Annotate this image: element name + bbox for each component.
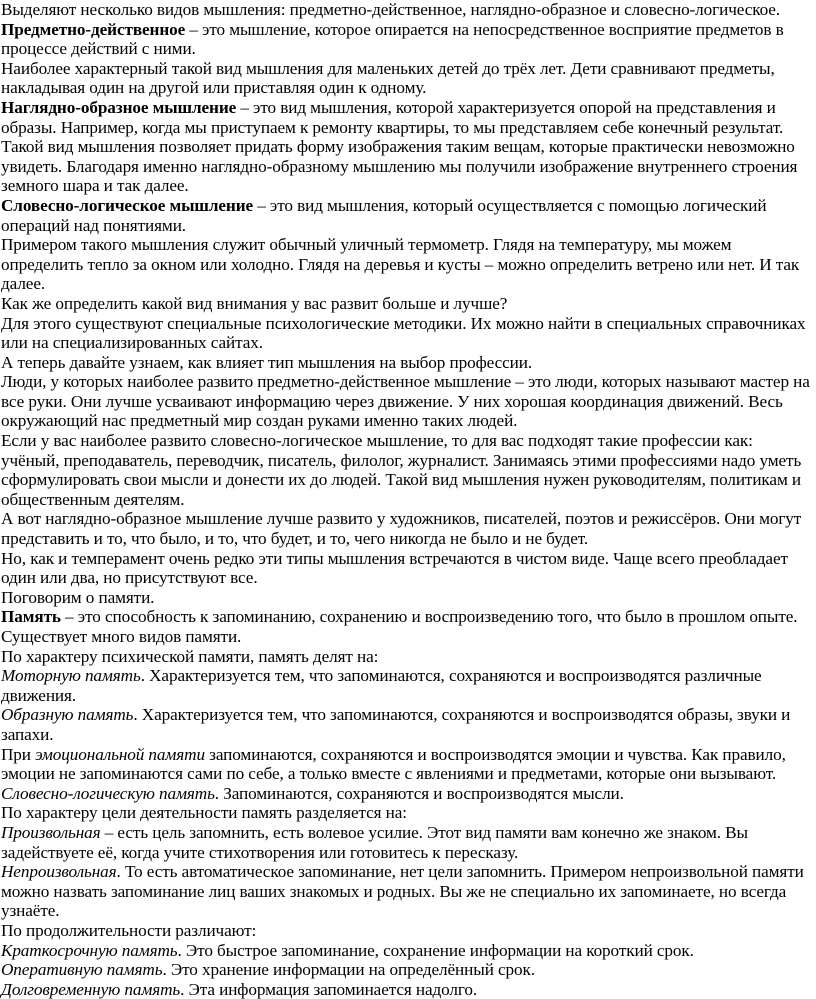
paragraph bbox=[1, 59, 815, 98]
text-run: . Характеризуется тем, что запоминаются, сохраняются и воспроизводятся различные движения. bbox=[1, 666, 762, 705]
paragraph bbox=[1, 372, 815, 431]
paragraph bbox=[1, 823, 815, 862]
italic-term: Словесно-логическую память bbox=[1, 783, 215, 803]
text-run: Как же определить какой вид внимания у вас развит больше и лучше? bbox=[1, 293, 508, 313]
text-run: . Это быстрое запоминание, сохранение информации на короткий срок. bbox=[177, 940, 694, 960]
text-run: . Это хранение информации на определённый срок. bbox=[162, 960, 535, 980]
text-run: . Характеризуется тем, что запоминаются, сохраняются и воспроизводятся образы, звуки и запахи. bbox=[1, 705, 791, 744]
text-run: Выделяют несколько видов мышления: предметно-действенное, наглядно-образное и словесно-логическое. bbox=[1, 0, 781, 19]
text-run: Поговорим о памяти. bbox=[1, 587, 155, 607]
italic-term: Непроизвольная bbox=[1, 862, 117, 882]
bold-term: Предметно-действенное bbox=[1, 19, 186, 39]
text-run: – это вид мышления, которой характеризуется опорой на представления и образы. Например, когда мы приступаем к ремонту квартиры, то мы представляем себе конечный результат. Такой вид мышления позволяет придать форму изображения таким вещам, которые практически невозможно увидеть. Благодаря именно наглядно-образному мышлению мы получили изображение внутреннего строения земного шара и так далее. bbox=[1, 97, 798, 196]
paragraph bbox=[1, 314, 815, 353]
text-run: Примером такого мышления служит обычный уличный термометр. Глядя на температуру, мы можем определить тепло за окном или холодно. Глядя на деревья и кусты – можно определить ветрено или нет. И так далее. bbox=[1, 235, 800, 294]
text-run: – есть цель запомнить, есть волевое усилие. Этот вид памяти вам конечно же знаком. Вы задействуете её, когда учите стихотворения или готовитесь к пересказу. bbox=[1, 822, 748, 862]
text-run: запоминаются, сохраняются и воспроизводятся эмоции и чувства. Как правило, эмоции не запоминаются сами по себе, а только вместе с явлениями и предметами, которые они вызывают. bbox=[1, 744, 786, 784]
italic-term: эмоциональной памяти bbox=[35, 744, 205, 764]
paragraph bbox=[1, 196, 815, 235]
italic-term: Моторную память bbox=[1, 666, 141, 686]
paragraph bbox=[1, 353, 815, 373]
bold-term: Словесно-логическое мышление bbox=[1, 195, 254, 215]
text-run: Люди, у которых наиболее развито предметно-действенное мышление – это люди, которых называют мастер на все руки. Они лучше усваивают информацию через движение. У них хорошая координация движений. Весь окружающий нас предметный мир создан руками именно таких людей. bbox=[1, 372, 810, 431]
bold-term: Наглядно-образное мышление bbox=[1, 97, 237, 117]
text-run: . Эта информация запоминается надолго. bbox=[180, 979, 478, 999]
italic-term: Образную память bbox=[1, 705, 134, 725]
text-run: Наиболее характерный такой вид мышления для маленьких детей до трёх лет. Дети сравнивают предметы, накладывая один на другой или приставляя один к одному. bbox=[1, 58, 775, 98]
paragraph bbox=[1, 980, 815, 999]
paragraph bbox=[1, 588, 815, 608]
text-run: – это вид мышления, который осуществляется с помощью логический операций над понятиями. bbox=[1, 195, 767, 235]
paragraph bbox=[1, 98, 815, 196]
paragraph bbox=[1, 549, 815, 588]
paragraph bbox=[1, 784, 815, 804]
text-run: – это мышление, которое опирается на непосредственное восприятие предметов в процессе действий с ними. bbox=[1, 19, 784, 59]
text-run: При bbox=[1, 744, 36, 764]
text-run: По продолжительности различают: bbox=[1, 920, 257, 940]
paragraph bbox=[1, 941, 815, 961]
text-run: Если у вас наиболее развито словесно-логическое мышление, то для вас подходят такие профессии как: учёный, преподаватель, переводчик, писатель, филолог, журналист. Занимаясь этими профессиями надо уметь сформулировать свои мысли и донести их до людей. Такой вид мышления нужен руководителям, политикам и общественным деятелям. bbox=[1, 431, 802, 509]
text-run: А теперь давайте узнаем, как влияет тип мышления на выбор профессии. bbox=[1, 352, 533, 372]
italic-term: Оперативную память bbox=[1, 960, 163, 980]
text-run: Но, как и темперамент очень редко эти типы мышления встречаются в чистом виде. Чаще всего преобладает один или два, но присутствуют все. bbox=[1, 548, 788, 588]
italic-term: Краткосрочную память bbox=[1, 940, 178, 960]
paragraph bbox=[1, 0, 815, 20]
text-run: . Запоминаются, сохраняются и воспроизводятся мысли. bbox=[214, 783, 624, 803]
paragraph bbox=[1, 235, 815, 294]
paragraph bbox=[1, 607, 815, 646]
text-run: А вот наглядно-образное мышление лучше развито у художников, писателей, поэтов и режиссёров. Они могут представить и то, что было, и то, что будет, и то, чего никогда не было и не будет. bbox=[1, 509, 802, 549]
paragraph bbox=[1, 431, 815, 509]
paragraph bbox=[1, 745, 815, 784]
paragraph bbox=[1, 20, 815, 59]
paragraph bbox=[1, 960, 815, 980]
text-run: По характеру психической памяти, память делят на: bbox=[1, 646, 379, 666]
paragraph bbox=[1, 294, 815, 314]
paragraph bbox=[1, 803, 815, 823]
italic-term: Произвольная bbox=[1, 822, 101, 842]
paragraph bbox=[1, 705, 815, 744]
italic-term: Долговременную память bbox=[1, 979, 181, 999]
paragraph bbox=[1, 509, 815, 548]
text-run: Для этого существуют специальные психологические методики. Их можно найти в специальных справочниках или на специализированных сайтах. bbox=[1, 313, 806, 353]
paragraph bbox=[1, 921, 815, 941]
text-run: . То есть автоматическое запоминание, нет цели запомнить. Примером непроизвольной памяти можно назвать запоминание лиц ваших знакомых и родных. Вы же не специально их запоминаете, но всегда узнаёте. bbox=[1, 862, 804, 921]
paragraph bbox=[1, 647, 815, 667]
bold-term: Память bbox=[1, 607, 61, 627]
text-run: По характеру цели деятельности память разделяется на: bbox=[1, 803, 407, 823]
paragraph bbox=[1, 666, 815, 705]
text-run: – это способность к запоминанию, сохранению и воспроизведению того, что было в прошлом опыте. Существует много видов памяти. bbox=[1, 607, 798, 646]
paragraph bbox=[1, 862, 815, 921]
